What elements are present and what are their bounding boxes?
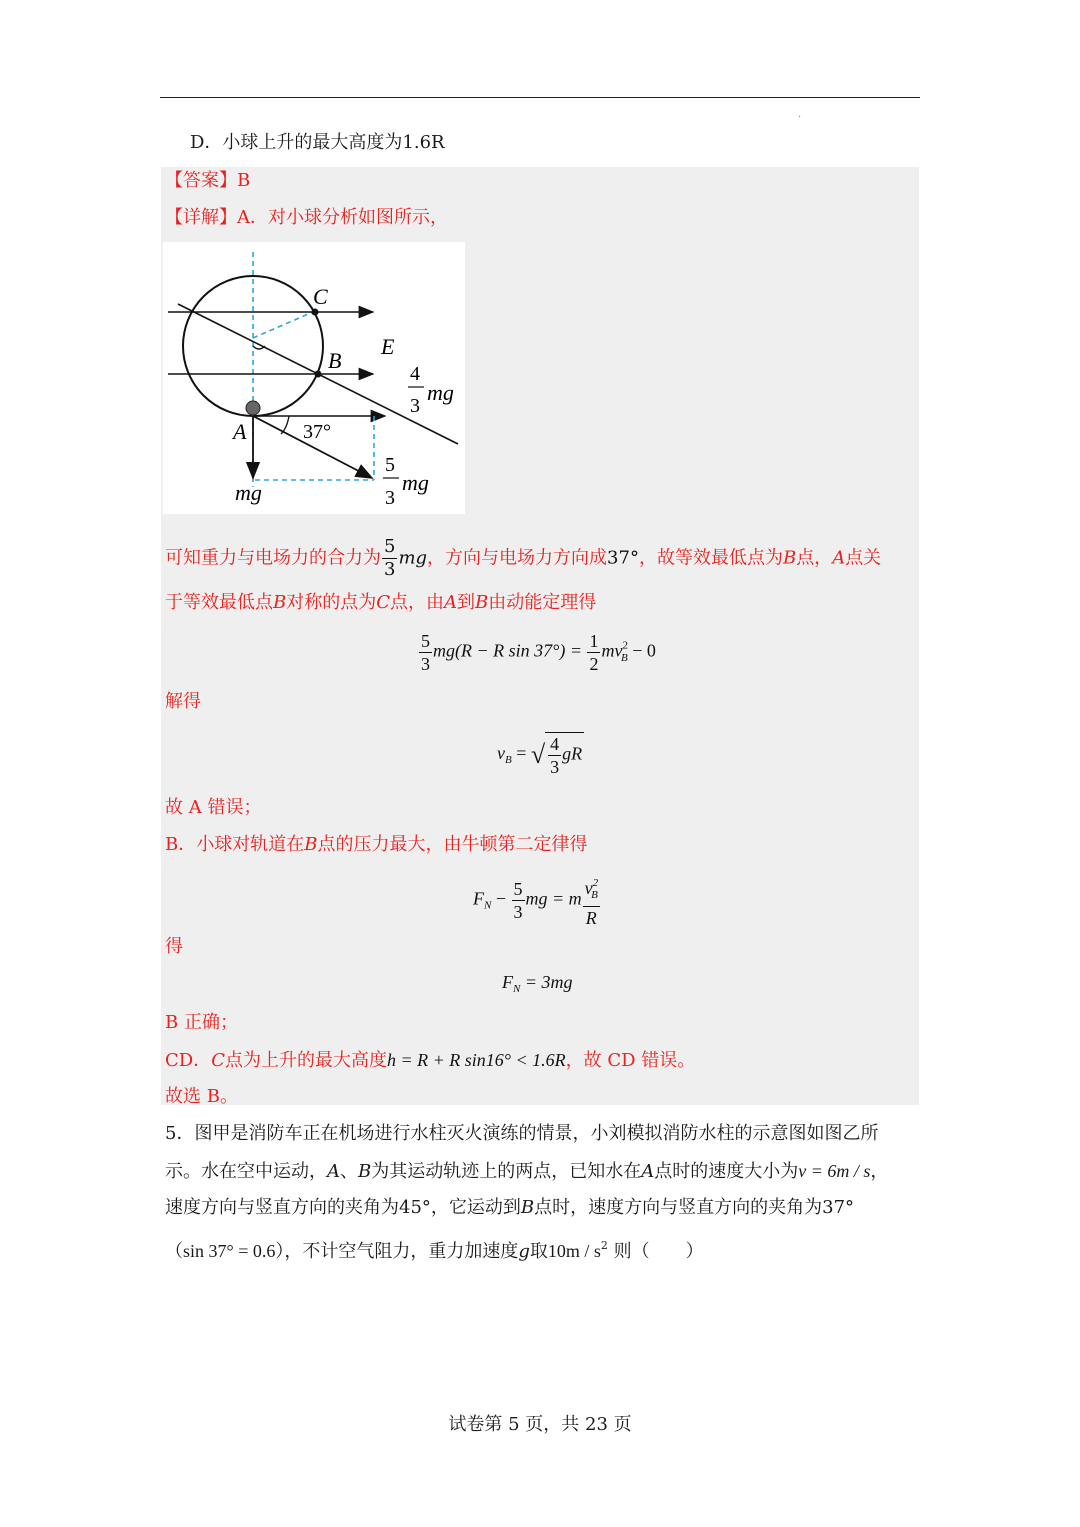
b-right: B 正确；	[165, 1012, 238, 1033]
p2-point-b: B	[273, 592, 287, 613]
paragraph-symmetric	[165, 590, 596, 616]
detail-label: 【详解】	[165, 207, 237, 228]
sqrt-sign: √	[530, 740, 546, 769]
label-e: E	[381, 334, 395, 359]
p1-unit: mg	[398, 547, 428, 569]
header-rule	[160, 97, 920, 98]
p1-point-b: B	[782, 547, 797, 569]
label-53-num: 5	[385, 454, 395, 476]
point-c	[312, 309, 319, 316]
q5-line-4: （sin 37° = 0.6），不计空气阻力，重力加速度g取$10m / s^2$ 则（ ）	[165, 1239, 704, 1262]
p2-text-3: 点，由	[390, 592, 445, 613]
q5-line-1: 5．图甲是消防车正在机场进行水柱灭火演练的情景，小刘模拟消防水柱的示意图如图乙所	[165, 1123, 879, 1144]
paragraph-cd: CD．C点为上升的最大高度h = R + R sin16° < 1.6R，故 CD 错误。	[165, 1050, 696, 1071]
p1-point-a: A	[832, 547, 846, 569]
label-angle-37: 37°	[303, 421, 331, 443]
p1-text-4: 点，	[796, 547, 833, 569]
answer-value: B	[237, 170, 251, 191]
force-diagram-svg	[163, 242, 465, 514]
p1-text-2: ，方向与电场力方向成	[427, 547, 608, 569]
option-d: D．小球上升的最大高度为1.6R	[190, 132, 445, 153]
label-43-num: 4	[410, 363, 420, 385]
equation-energy: $\frac{5}{3}$ mg(R − R sin 37°) = $\frac{1}{2}$ $mv^2_B - 0$	[421, 631, 656, 674]
paragraph-resultant	[165, 536, 881, 581]
detail-line	[165, 205, 448, 231]
jiede-label: 解得	[165, 691, 201, 712]
label-53-den: 3	[385, 487, 395, 509]
header-mark: ·	[798, 112, 802, 123]
q5-line-3: 速度方向与竖直方向的夹角为45°，它运动到B点时，速度方向与竖直方向的夹角为37°	[165, 1197, 855, 1218]
page-footer: 试卷第 5 页，共 23 页	[448, 1414, 632, 1435]
a-wrong: 故 A 错误；	[165, 797, 262, 818]
p2-point-c: C	[376, 592, 391, 613]
p1-angle: 37°	[607, 547, 639, 569]
point-b	[315, 371, 322, 378]
paragraph-b: B．小球对轨道在B点的压力最大，由牛顿第二定律得	[165, 834, 588, 855]
label-c: C	[313, 284, 328, 309]
answer-line	[165, 168, 250, 194]
p2-point-b2: B	[475, 592, 489, 613]
equation-fn: $F_N = 3mg$	[502, 972, 573, 995]
p1-text-1: 可知重力与电场力的合力为	[165, 547, 381, 569]
equation-vb: $v_B$ = √ $\frac{4}{3}$ gR	[497, 734, 583, 777]
p2-text-5: 由动能定理得	[488, 592, 597, 613]
label-a: A	[233, 419, 247, 444]
label-43-unit: mg	[427, 380, 454, 405]
p2-text-1: 于等效最低点	[165, 592, 273, 613]
detail-text: A．对小球分析如图所示，	[237, 207, 448, 228]
p1-text-5: 点关	[845, 547, 882, 569]
label-43-den: 3	[410, 395, 420, 417]
p1-text-3: ，故等效最低点为	[638, 547, 783, 569]
choose-line: 故选 B。	[165, 1086, 238, 1107]
q5-line-2: 示。水在空中运动，A、B为其运动轨迹上的两点，已知水在A点时的速度大小为v = 6m / s，	[165, 1161, 889, 1182]
answer-label: 【答案】	[165, 170, 237, 191]
label-b: B	[328, 348, 342, 373]
p2-text-4: 到	[457, 592, 476, 613]
equation-newton: $F_N$ − $\frac{5}{3}$ mg = m $\frac{v^2_B}{R}$	[473, 872, 601, 929]
label-mg: mg	[235, 480, 262, 505]
p2-text-2: 对称的点为	[286, 592, 377, 613]
force-diagram	[163, 242, 465, 514]
de-label: 得	[165, 936, 183, 957]
p1-fraction: $\frac{5}{3}$	[384, 536, 396, 580]
label-53-unit: mg	[402, 470, 429, 495]
radius-dashed-line	[253, 312, 313, 338]
p2-point-a: A	[444, 592, 458, 613]
ball-a	[246, 401, 260, 415]
